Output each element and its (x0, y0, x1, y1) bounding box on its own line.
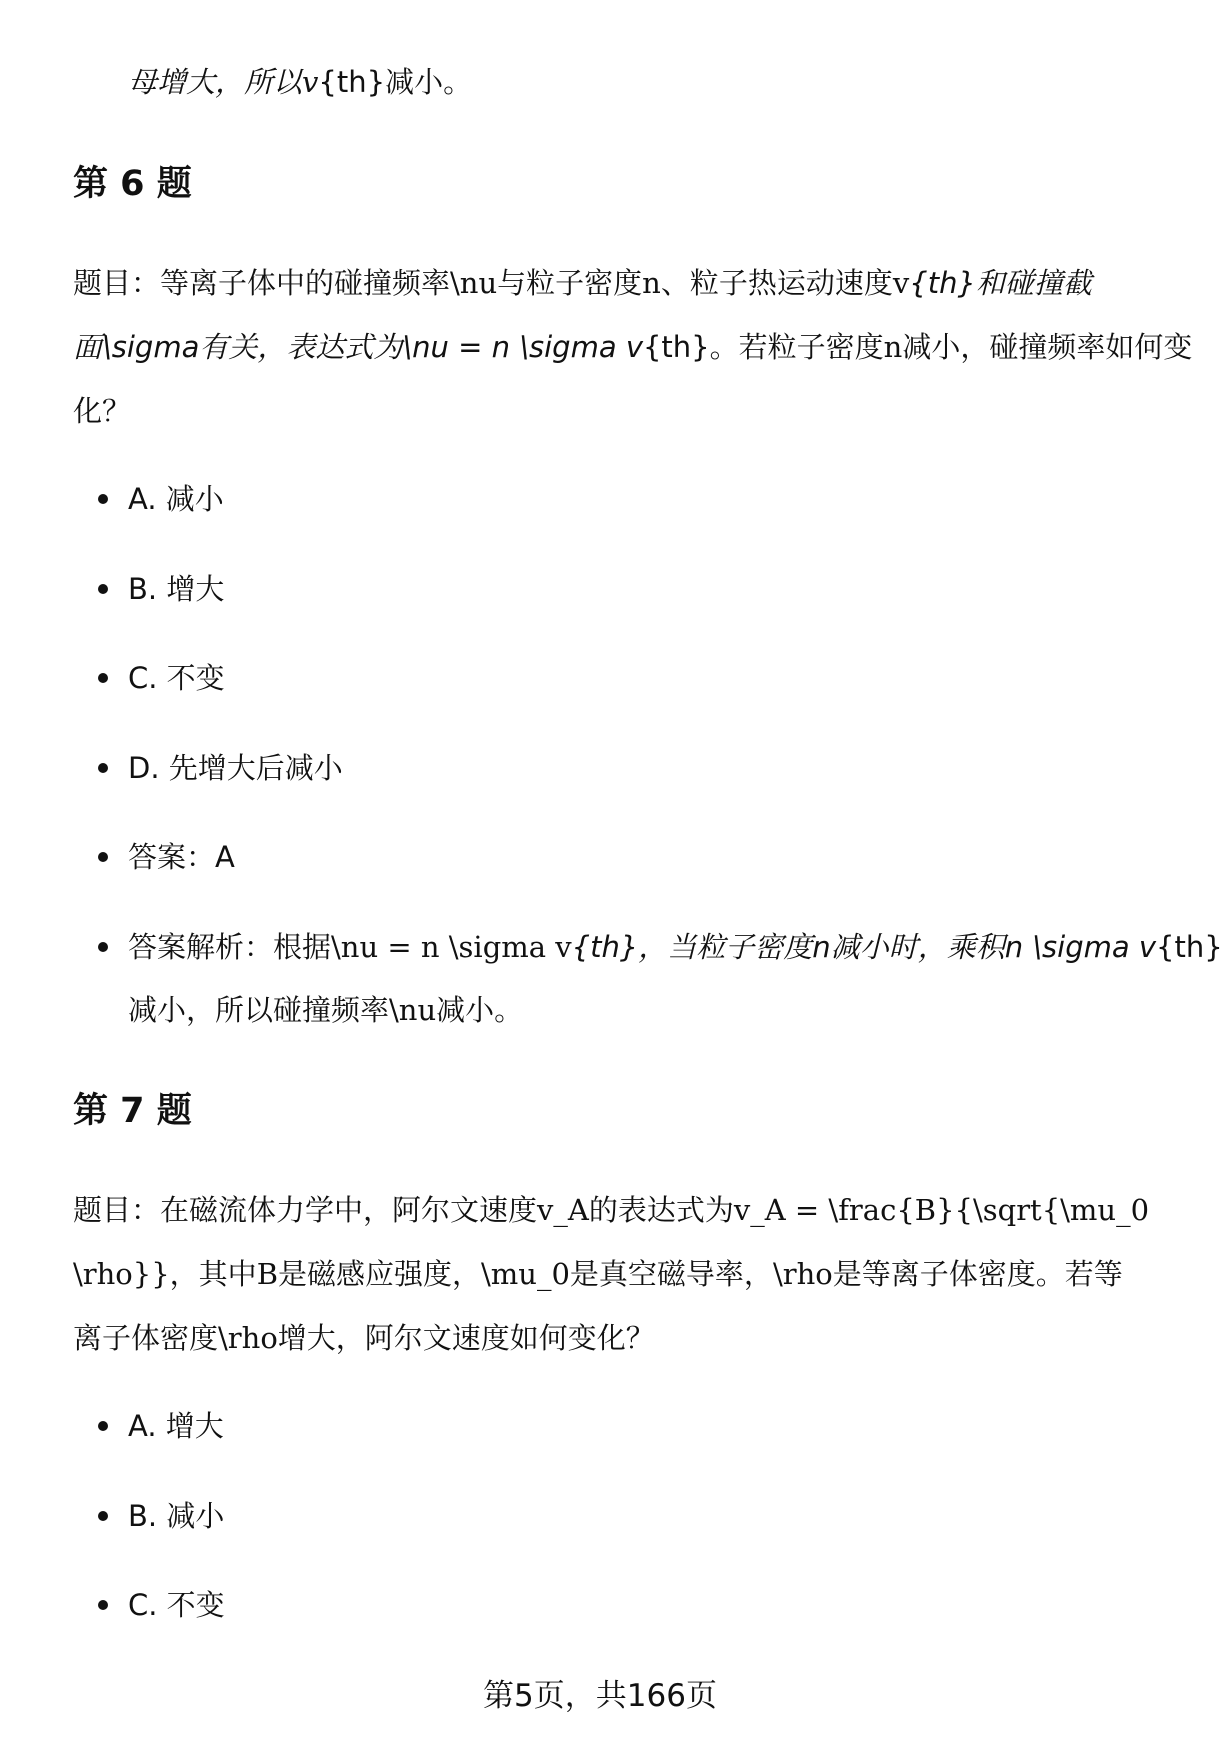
q6-option-a-bullet (98, 494, 108, 504)
q7-option-c: C. 不变 (128, 1588, 225, 1622)
q7-option-b-bullet (98, 1511, 108, 1521)
page-number-footer: 第5页，共166页 (483, 1678, 717, 1714)
q7-option-a: A. 增大 (128, 1409, 224, 1443)
q7-option-a-bullet (98, 1421, 108, 1431)
continuation-sub: {th} (318, 65, 386, 99)
q6-option-c: C. 不变 (128, 661, 225, 695)
q7-stem-line-2: \rho}}，其中B是磁感应强度，\mu_0是真空磁导率，\rho是等离子体密度。若等 (73, 1257, 1123, 1291)
q7-option-c-bullet (98, 1600, 108, 1610)
q7-stem-line-1: 题目：在磁流体力学中，阿尔文速度v_A的表达式为v_A = \frac{B}{\sqrt{\mu_0 (73, 1193, 1150, 1227)
continuation-end: 减小。 (385, 65, 473, 99)
q6-explanation-line-1: 答案解析：根据\nu = n \sigma v{th}，当粒子密度n减小时，乘积n \sigma v{th} (128, 930, 1223, 964)
q6-option-a: A. 减小 (128, 482, 224, 516)
q7-heading: 第 7 题 (73, 1091, 192, 1131)
q7-option-b: B. 减小 (128, 1499, 225, 1533)
q6-answer: 答案：A (128, 840, 235, 874)
continuation-text: 母增大，所以 (128, 65, 303, 99)
q6-stem-line-2: 面\sigma有关，表达式为\nu = n \sigma v{th}。若粒子密度n减小，碰撞频率如何变 (73, 330, 1193, 364)
q6-option-b-bullet (98, 584, 108, 594)
q6-stem-line-3: 化？ (73, 394, 132, 428)
q6-heading: 第 6 题 (73, 164, 192, 204)
q6-option-c-bullet (98, 673, 108, 683)
q7-stem-line-3: 离子体密度\rho增大，阿尔文速度如何变化？ (73, 1321, 655, 1355)
continuation-math: v (302, 65, 319, 99)
q6-stem-line-1: 题目：等离子体中的碰撞频率\nu与粒子密度n、粒子热运动速度v{th}和碰撞截 (73, 266, 1092, 300)
q6-option-d-bullet (98, 763, 108, 773)
continuation-line (128, 62, 472, 102)
q6-answer-bullet (98, 852, 108, 862)
q6-explanation-line-2: 减小，所以碰撞频率\nu减小。 (128, 993, 524, 1027)
q6-option-b: B. 增大 (128, 572, 225, 606)
q6-explanation-bullet (98, 942, 108, 952)
q6-option-d: D. 先增大后减小 (128, 751, 343, 785)
